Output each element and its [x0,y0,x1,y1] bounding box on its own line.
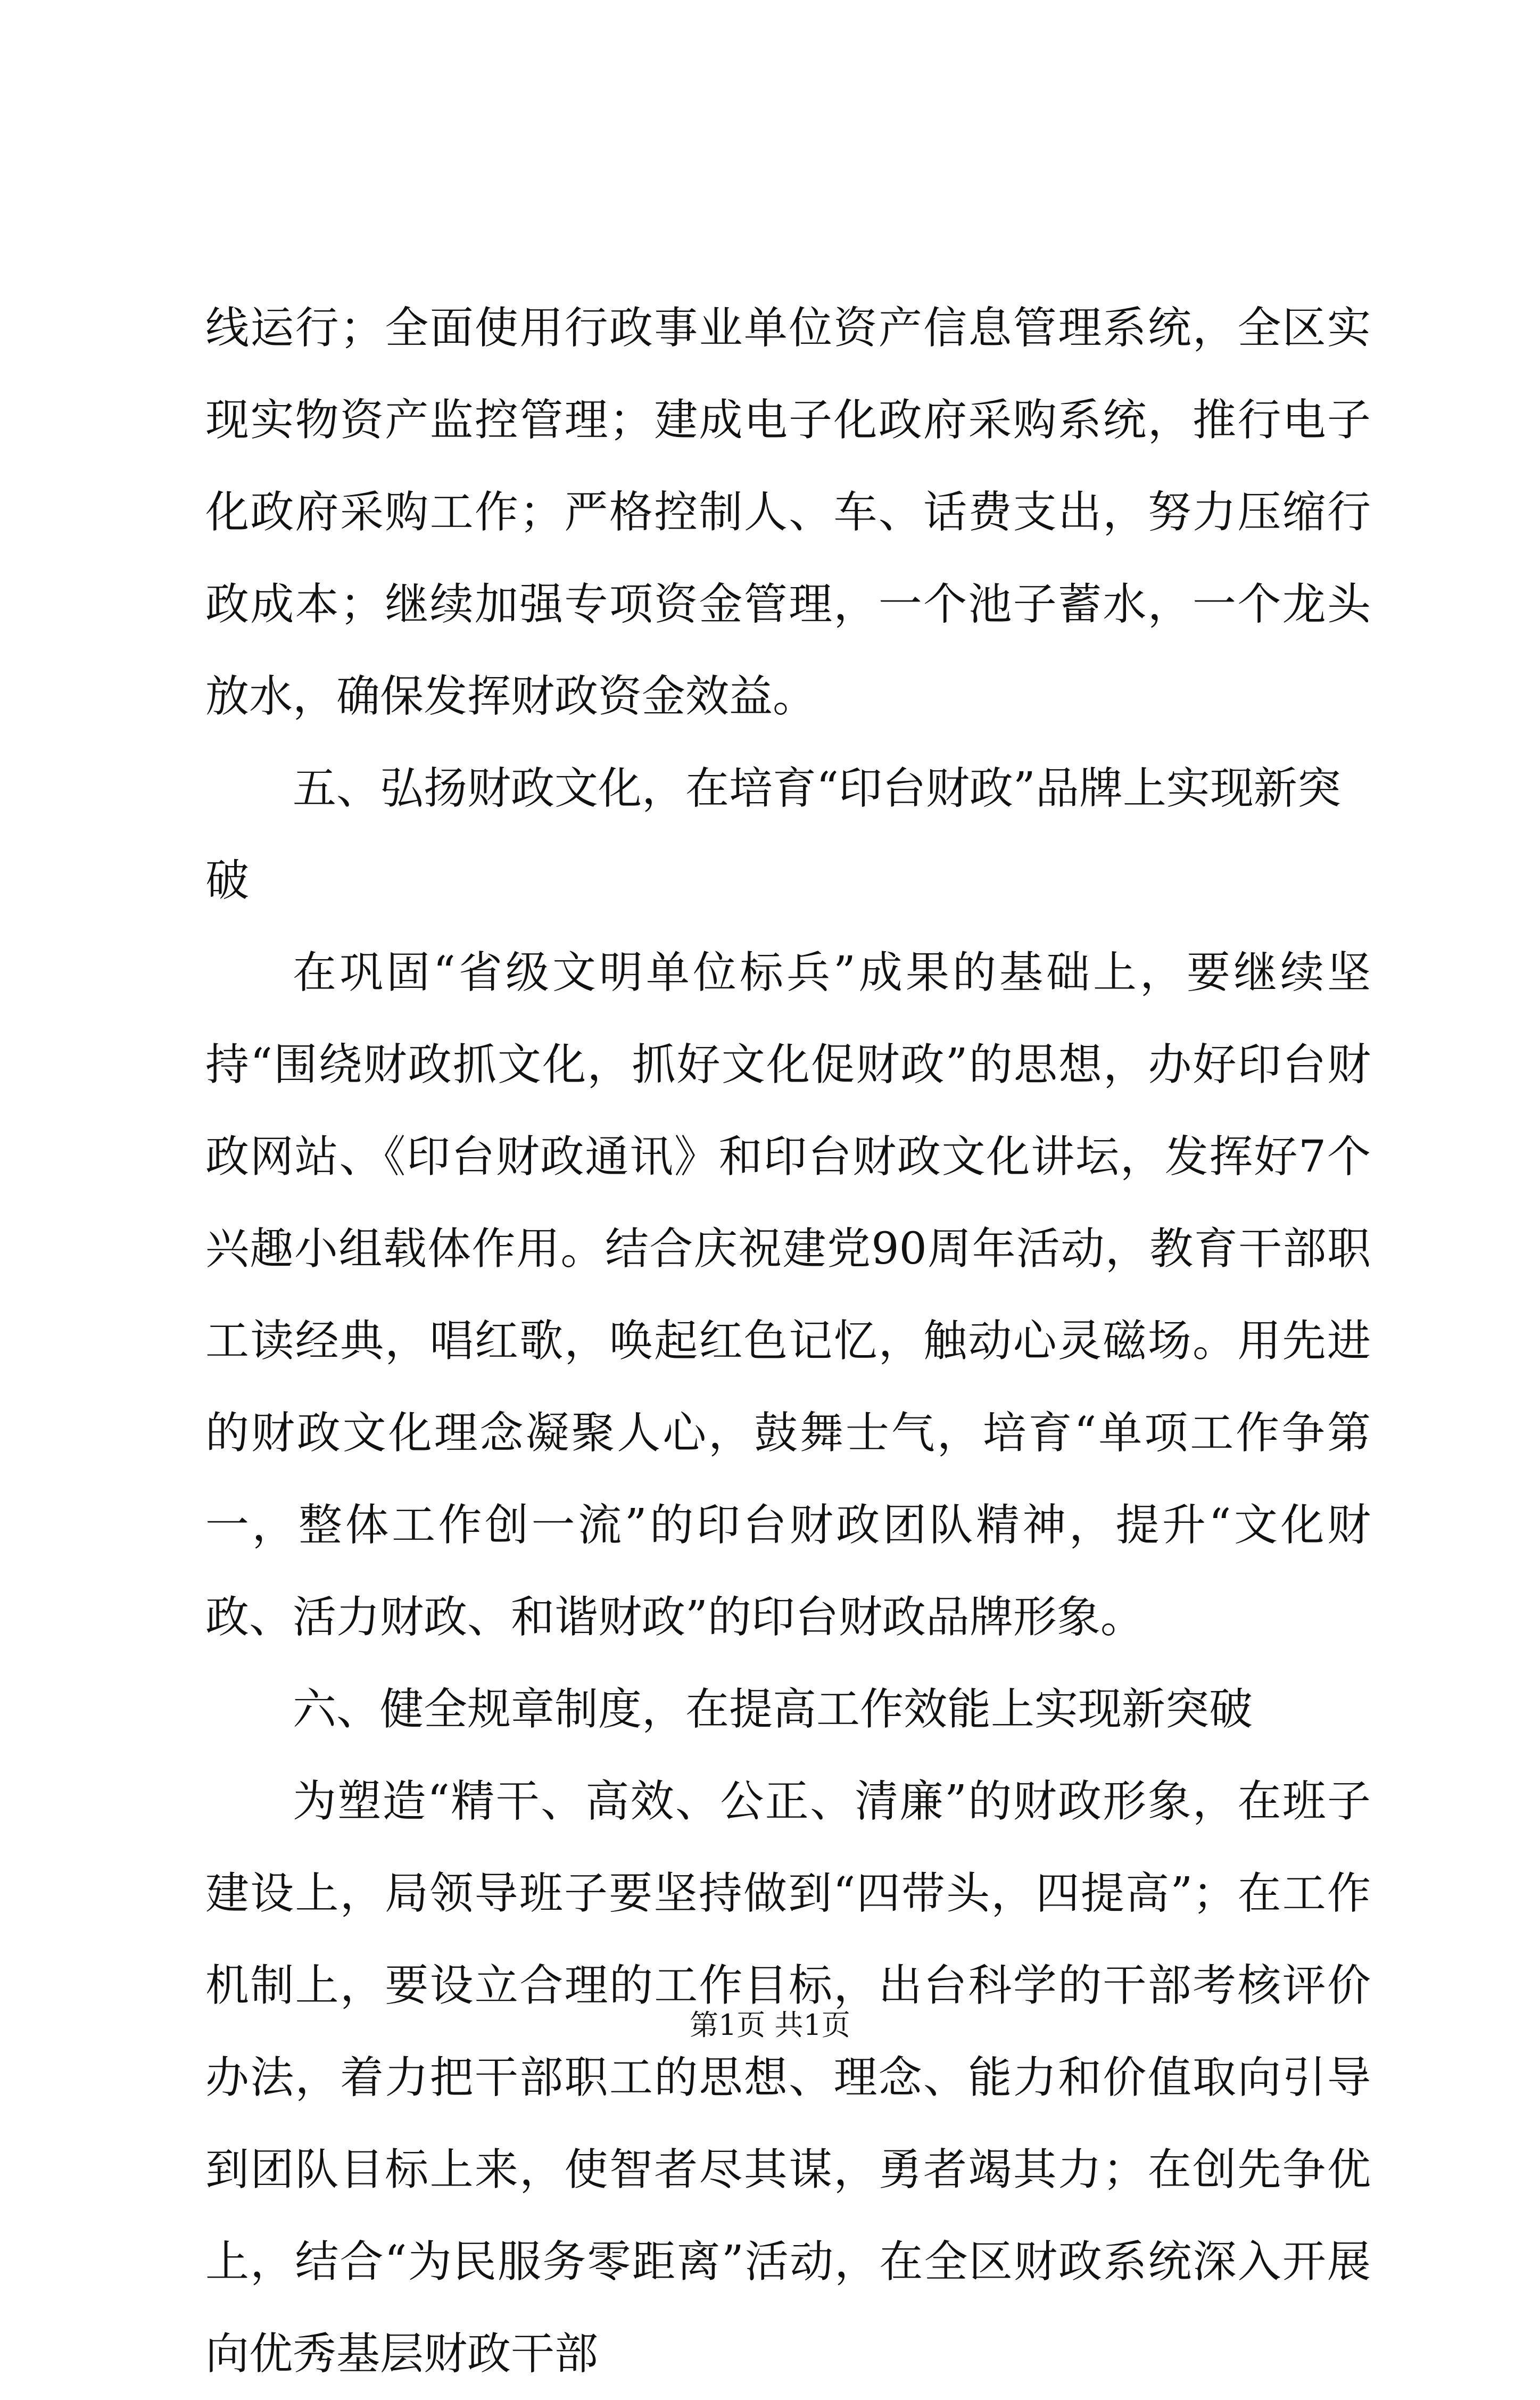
paragraph-section-6: 为塑造“精干、高效、公正、清廉”的财政形象，在班子建设上，局领导班子要坚持做到“四带头，四提高”；在工作机制上，要设立合理的工作目标，出台科学的干部考核评价办法，着力把干部职工的思想、理念、能力和价值取向引导到团队目标上来，使智者尽其谋，勇者竭其力；在创先争优上，结合“为民服务零距离”活动，在全区财政系统深入开展向优秀基层财政干部 [205,1776,1371,2379]
page-footer: 第1页 共1页 [690,2008,850,2042]
paragraph-continuation: 线运行；全面使用行政事业单位资产信息管理系统，全区实现实物资产监控管理；建成电子化政府采购系统，推行电子化政府采购工作；严格控制人、车、话费支出，努力压缩行政成本；继续加强专项资金管理，一个池子蓄水，一个龙头放水，确保发挥财政资金效益。 [205,303,1371,722]
section-heading-6: 六、健全规章制度，在提高工作效能上实现新突破 [293,1684,1253,1735]
document-body [205,282,1371,2400]
section-heading-5: 五、弘扬财政文化，在培育“印台财政”品牌上实现新突破 [205,763,1341,906]
paragraph-section-5: 在巩固“省级文明单位标兵”成果的基础上，要继续坚持“围绕财政抓文化，抓好文化促财政”的思想，办好印台财政网站、《印台财政通讯》和印台财政文化讲坛，发挥好7个兴趣小组载体作用。结合庆祝建党90周年活动，教育干部职工读经典，唱红歌，唤起红色记忆，触动心灵磁场。用先进的财政文化理念凝聚人心，鼓舞士气，培育“单项工作争第一，整体工作创一流”的印台财政团队精神，提升“文化财政、活力财政、和谐财政”的印台财政品牌形象。 [205,947,1371,1643]
